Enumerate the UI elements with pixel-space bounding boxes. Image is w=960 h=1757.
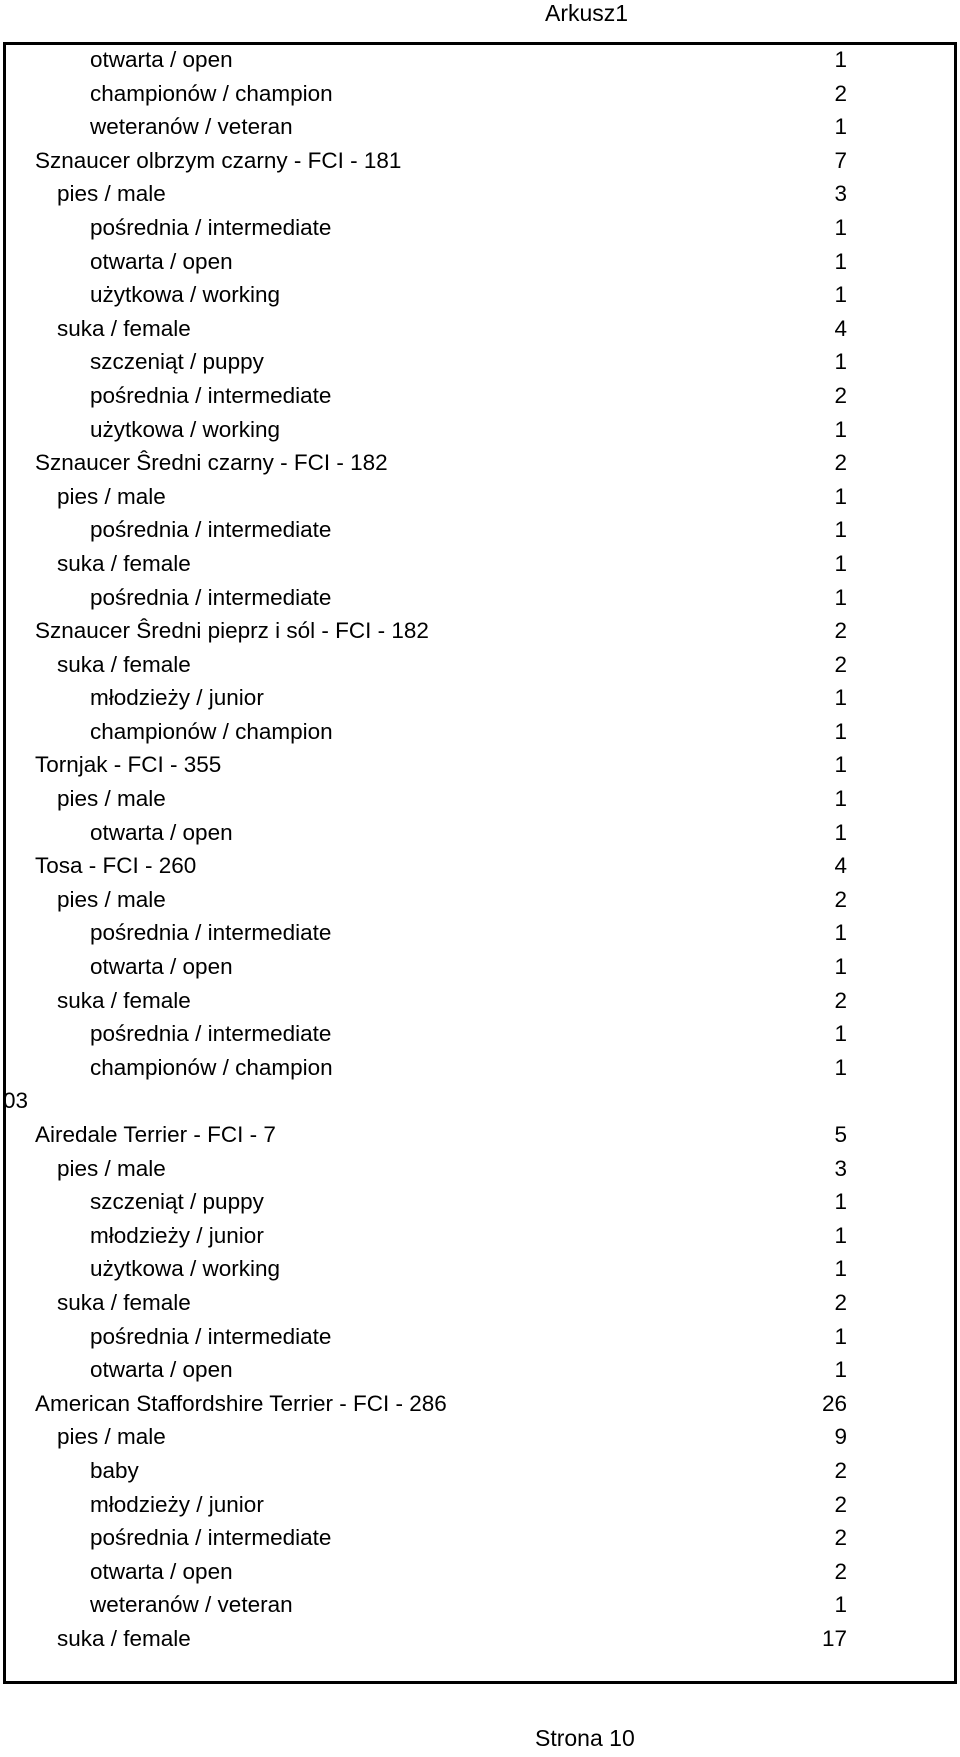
row-label: pośrednia / intermediate <box>90 382 332 408</box>
table-row <box>0 1454 960 1488</box>
row-count: 1 <box>834 718 847 744</box>
table-row <box>0 614 960 648</box>
table-row <box>0 413 960 447</box>
table-row <box>0 278 960 312</box>
row-count: 1 <box>834 248 847 274</box>
row-count: 9 <box>834 1424 847 1450</box>
row-label: młodzieży / junior <box>90 1491 264 1517</box>
table-row <box>0 916 960 950</box>
row-count: 1 <box>834 954 847 980</box>
row-count: 1 <box>834 685 847 711</box>
row-count: 2 <box>834 886 847 912</box>
row-count: 2 <box>834 1558 847 1584</box>
row-label: młodzieży / junior <box>90 1222 264 1248</box>
row-count: 1 <box>834 416 847 442</box>
row-count: 4 <box>834 853 847 879</box>
table-row <box>0 379 960 413</box>
row-count: 1 <box>834 786 847 812</box>
table-row <box>0 1118 960 1152</box>
row-count: 1 <box>834 114 847 140</box>
row-count: 1 <box>834 1189 847 1215</box>
row-label: championów / champion <box>90 80 333 106</box>
row-count: 1 <box>834 1054 847 1080</box>
row-count: 1 <box>834 819 847 845</box>
row-count: 1 <box>834 1592 847 1618</box>
table-row <box>0 177 960 211</box>
row-label: pies / male <box>57 181 166 207</box>
table-row <box>0 43 960 77</box>
table-row <box>0 883 960 917</box>
row-count: 1 <box>834 282 847 308</box>
table-row <box>0 816 960 850</box>
row-label: szczeniąt / puppy <box>90 1189 264 1215</box>
row-label: pośrednia / intermediate <box>90 214 332 240</box>
row-count: 2 <box>834 987 847 1013</box>
row-count: 1 <box>834 214 847 240</box>
row-label: użytkowa / working <box>90 1256 281 1282</box>
row-count: 1 <box>834 752 847 778</box>
table-row <box>0 345 960 379</box>
row-count: 1 <box>834 1256 847 1282</box>
row-count: 2 <box>834 450 847 476</box>
row-label: Tosa - FCI - 260 <box>35 853 197 879</box>
row-label: pośrednia / intermediate <box>90 517 332 543</box>
row-label: suka / female <box>57 1289 191 1315</box>
table-row <box>0 1185 960 1219</box>
table-row <box>0 1588 960 1622</box>
row-label: pies / male <box>57 1155 166 1181</box>
row-label: pies / male <box>57 886 166 912</box>
table-row <box>0 312 960 346</box>
row-count: 1 <box>834 483 847 509</box>
row-label: 03 <box>3 1088 29 1114</box>
table-row <box>0 648 960 682</box>
row-label: pies / male <box>57 1424 166 1450</box>
row-label: championów / champion <box>90 1054 333 1080</box>
row-label: pies / male <box>57 483 166 509</box>
table-row <box>0 1622 960 1656</box>
table-row <box>0 110 960 144</box>
row-count: 1 <box>834 550 847 576</box>
row-label: pośrednia / intermediate <box>90 1323 332 1349</box>
row-count: 1 <box>834 1323 847 1349</box>
row-label: suka / female <box>57 550 191 576</box>
table-row <box>0 984 960 1018</box>
table-row <box>0 1488 960 1522</box>
row-label: suka / female <box>57 987 191 1013</box>
row-label: weteranów / veteran <box>90 1592 293 1618</box>
row-count: 1 <box>834 517 847 543</box>
table-row <box>0 715 960 749</box>
table-row <box>0 446 960 480</box>
table-row <box>0 513 960 547</box>
row-count: 2 <box>834 1457 847 1483</box>
row-count: 26 <box>821 1390 847 1416</box>
row-label: pośrednia / intermediate <box>90 1525 332 1551</box>
row-label: Tornjak - FCI - 355 <box>35 752 222 778</box>
table-row <box>0 1252 960 1286</box>
table-row <box>0 1017 960 1051</box>
table-row <box>0 245 960 279</box>
row-count: 2 <box>834 651 847 677</box>
table-row <box>0 1051 960 1085</box>
row-label: Sznaucer olbrzym czarny - FCI - 181 <box>35 147 402 173</box>
table-row <box>0 1521 960 1555</box>
row-label: młodzieży / junior <box>90 685 264 711</box>
table-row <box>0 77 960 111</box>
table-row <box>0 211 960 245</box>
row-count: 3 <box>834 1155 847 1181</box>
table-row <box>0 1286 960 1320</box>
row-count: 1 <box>834 349 847 375</box>
row-label: suka / female <box>57 315 191 341</box>
row-label: otwarta / open <box>90 47 233 72</box>
row-count: 2 <box>834 1289 847 1315</box>
table-row <box>0 1555 960 1589</box>
row-label: weteranów / veteran <box>90 114 293 140</box>
row-label: otwarta / open <box>90 248 233 274</box>
row-count: 5 <box>834 1122 847 1147</box>
row-label: Airedale Terrier - FCI - 7 <box>35 1122 276 1147</box>
table-row <box>0 681 960 715</box>
row-count: 1 <box>834 920 847 946</box>
table-row <box>0 950 960 984</box>
row-count: 1 <box>834 584 847 610</box>
row-count: 2 <box>834 80 847 106</box>
row-label: użytkowa / working <box>90 282 281 308</box>
row-count: 7 <box>834 147 847 173</box>
row-label: pośrednia / intermediate <box>90 1021 332 1047</box>
row-count: 2 <box>834 1525 847 1551</box>
row-label: otwarta / open <box>90 954 233 980</box>
row-label: pies / male <box>57 786 166 812</box>
row-label: pośrednia / intermediate <box>90 584 332 610</box>
row-count: 1 <box>834 47 847 72</box>
row-count: 2 <box>834 618 847 644</box>
table-row <box>0 547 960 581</box>
table-row <box>0 581 960 615</box>
table-row <box>0 1152 960 1186</box>
table-row <box>0 782 960 816</box>
row-count: 2 <box>834 382 847 408</box>
row-label: suka / female <box>57 1625 191 1651</box>
table-row <box>0 1387 960 1421</box>
row-count: 1 <box>834 1357 847 1383</box>
row-label: otwarta / open <box>90 1558 233 1584</box>
row-count: 2 <box>834 1491 847 1517</box>
row-label: otwarta / open <box>90 1357 233 1383</box>
table-row <box>0 1420 960 1454</box>
row-label: Sznaucer Ŝredni pieprz i sól - FCI - 182 <box>35 618 429 644</box>
table-row <box>0 144 960 178</box>
table-row <box>0 480 960 514</box>
row-label: championów / champion <box>90 718 333 744</box>
row-count: 3 <box>834 181 847 207</box>
row-label: szczeniąt / puppy <box>90 349 264 375</box>
results-table <box>0 43 960 1656</box>
table-row <box>0 1219 960 1253</box>
page-number: Strona 10 <box>535 1725 635 1751</box>
row-count: 17 <box>821 1625 847 1651</box>
row-count: 4 <box>834 315 847 341</box>
table-row <box>0 748 960 782</box>
row-label: pośrednia / intermediate <box>90 920 332 946</box>
row-count: 1 <box>834 1222 847 1248</box>
row-label: suka / female <box>57 651 191 677</box>
table-row <box>0 1353 960 1387</box>
table-row <box>0 1320 960 1354</box>
table-row <box>0 1084 960 1118</box>
row-count: 1 <box>834 1021 847 1047</box>
row-label: otwarta / open <box>90 819 233 845</box>
row-label: American Staffordshire Terrier - FCI - 286 <box>35 1390 447 1416</box>
sheet-title: Arkusz1 <box>545 0 629 26</box>
table-row <box>0 849 960 883</box>
row-label: Sznaucer Ŝredni czarny - FCI - 182 <box>35 450 388 476</box>
row-label: baby <box>90 1457 139 1483</box>
row-label: użytkowa / working <box>90 416 281 442</box>
